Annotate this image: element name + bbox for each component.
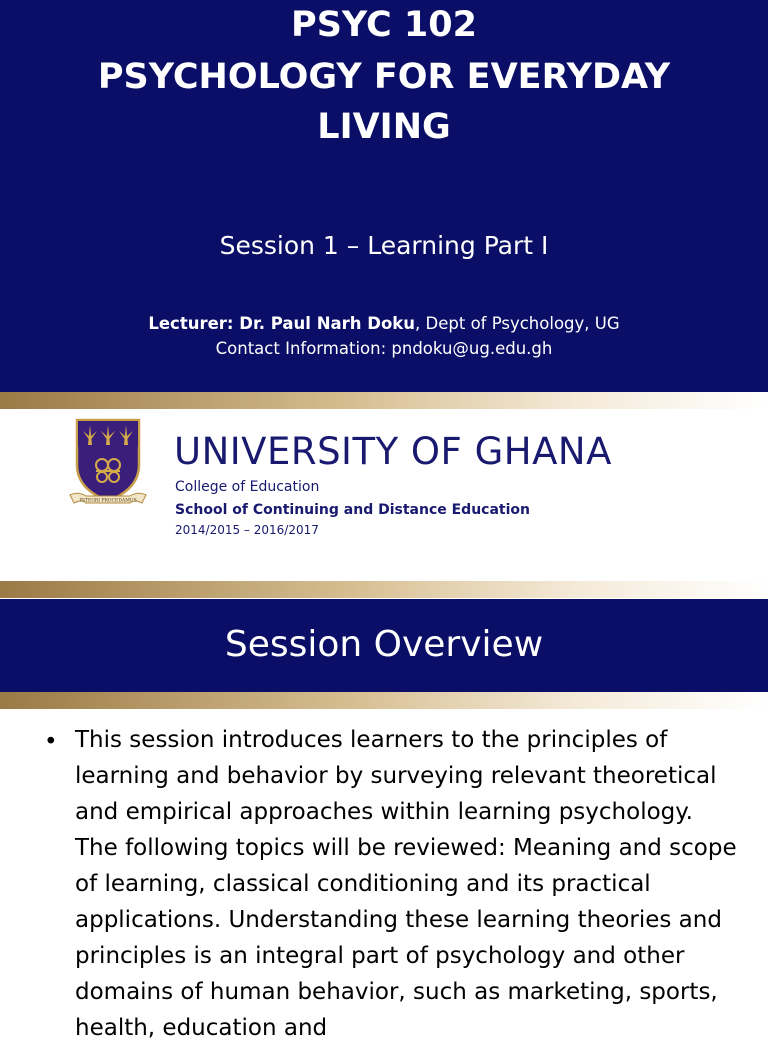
gold-divider-overview xyxy=(0,692,768,709)
overview-paragraph: This session introduces learners to the principles of learning and behavior by surveying relevant theoretical and empirical approaches within learning psychology. The following topics will be reviewed: Meaning and scope of learning, classical conditioning and its practical applications. Understanding these learning theories and principles is an integral part of psychology and other domains of human behavior, such as marketing, sports, health, education and xyxy=(75,727,737,1041)
overview-title: Session Overview xyxy=(224,624,544,665)
university-crest-logo xyxy=(68,417,148,509)
lecturer-dept: , Dept of Psychology, UG xyxy=(415,314,620,333)
contact-info: Contact Information: pndoku@ug.edu.gh xyxy=(215,339,553,358)
session-title: Session 1 – Learning Part I xyxy=(219,231,549,260)
gold-divider-bottom xyxy=(0,581,768,598)
lecturer-line xyxy=(0,312,768,336)
university-name: UNIVERSITY OF GHANA xyxy=(174,430,612,473)
college-name: College of Education xyxy=(175,479,320,495)
lecturer-name: Lecturer: Dr. Paul Narh Doku xyxy=(148,314,416,333)
title-slide-header xyxy=(0,0,768,392)
course-code: PSYC 102 xyxy=(291,5,477,45)
overview-body xyxy=(0,709,768,1041)
gold-divider-top xyxy=(0,392,768,409)
course-title: PSYCHOLOGY FOR EVERYDAY LIVING xyxy=(97,57,671,147)
logo-motto: INTEGRI PROCEDAMUS xyxy=(79,498,137,504)
academic-years: 2014/2015 – 2016/2017 xyxy=(175,523,319,537)
overview-slide-header xyxy=(0,599,768,692)
school-name: School of Continuing and Distance Education xyxy=(175,502,530,518)
bullet-marker: • xyxy=(44,729,58,755)
